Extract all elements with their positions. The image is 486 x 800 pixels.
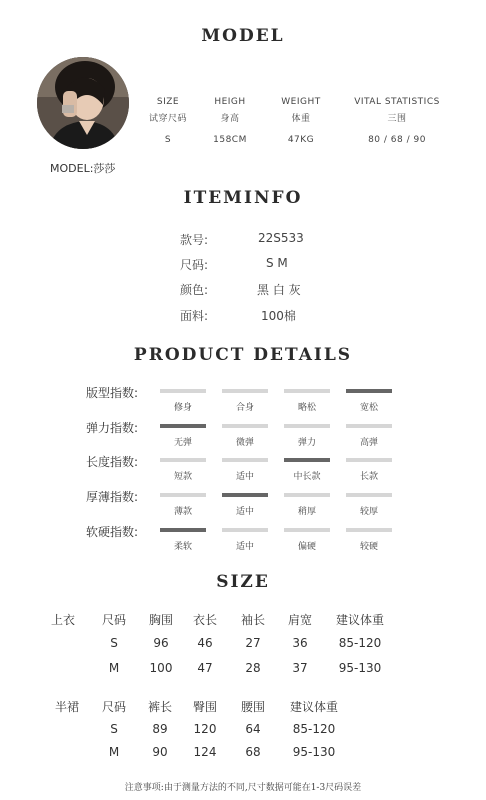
detail-label: 弹力指数: [86,421,139,435]
top-table-title: 上衣 [50,613,75,627]
top-table-header: 尺码 [101,613,126,627]
top-table-header: 袖长 [240,613,265,627]
top-table-cell: 46 [197,636,213,650]
detail-scale-label: 偏硬 [297,542,316,552]
model-heading: MODEL [201,26,285,46]
skirt-table-cell: 120 [193,722,217,736]
size-heading: SIZE [216,572,270,592]
top-table-header: 胸围 [148,613,173,627]
detail-scale-label: 无弹 [173,438,192,448]
detail-scale-label: 合身 [235,403,254,413]
skirt-table-cell: M [108,745,120,759]
skirt-table-cell: 85-120 [292,722,336,736]
stat-height-en: HEIGH [214,97,246,107]
skirt-table-cell: 90 [152,745,168,759]
detail-scale-bar [346,458,392,462]
detail-scale-bar [346,528,392,532]
stat-vital [342,94,452,149]
skirt-table-cell: 64 [245,722,261,736]
stat-weight-cn: 体重 [291,114,311,124]
top-table-cell: 37 [292,661,308,675]
detail-scale-bar [222,528,268,532]
stat-weight-value: 47KG [287,135,315,145]
stat-size-cn: 试穿尺码 [148,114,187,124]
skirt-table-header: 腰围 [240,700,265,714]
stat-weight [246,94,356,149]
detail-scale-label: 较硬 [359,542,378,552]
detail-scale-bar [346,424,392,428]
skirt-table-cell: 124 [193,745,217,759]
stat-size-value: S [164,135,172,145]
stat-size-en: SIZE [156,97,180,107]
detail-scale-label: 微弹 [235,438,254,448]
detail-scale-bar [160,458,206,462]
detail-scale-label: 柔软 [173,542,192,552]
top-table-cell: 100 [149,661,173,675]
product-details-heading: PRODUCT DETAILS [133,345,353,365]
item-style-label: 款号: [180,233,209,247]
detail-scale-bar [160,424,206,428]
detail-label: 软硬指数: [86,525,139,539]
detail-scale-label: 适中 [235,472,254,482]
stat-vital-cn: 三围 [387,114,407,124]
skirt-table-header: 建议体重 [289,700,338,714]
size-note: 注意事项:由于测量方法的不同,尺寸数据可能在1-3尺码误差 [124,783,362,793]
detail-label: 版型指数: [86,386,139,400]
top-table-cell: 95-130 [338,661,382,675]
item-fabric-value: 100棉 [261,309,296,323]
detail-scale-label: 适中 [235,507,254,517]
stat-weight-en: WEIGHT [281,97,321,107]
detail-scale-label: 弹力 [297,438,316,448]
skirt-table-cell: 89 [152,722,168,736]
detail-scale-bar [222,424,268,428]
detail-scale-label: 短款 [173,472,192,482]
skirt-table-header: 臀围 [192,700,217,714]
detail-scale-bar [346,389,392,393]
detail-scale-label: 略松 [297,403,316,413]
item-fabric-label: 面料: [180,309,209,323]
detail-scale-label: 修身 [173,403,192,413]
top-table-cell: 47 [197,661,213,675]
skirt-table-cell: 95-130 [292,745,336,759]
detail-scale-bar [284,493,330,497]
model-name-label: MODEL:莎莎 [50,162,116,175]
item-size-value: S M [266,256,288,270]
item-size-label: 尺码: [180,258,209,272]
top-table-cell: 27 [245,636,261,650]
detail-scale-label: 薄款 [173,507,192,517]
item-color-label: 颜色: [180,283,209,297]
detail-scale-label: 适中 [235,542,254,552]
stat-vital-value: 80 / 68 / 90 [368,135,426,145]
top-table-header: 建议体重 [335,613,384,627]
detail-scale-label: 长款 [359,472,378,482]
detail-scale-label: 高弹 [359,438,378,448]
item-style-value: 22S533 [258,231,304,245]
skirt-table-header: 尺码 [101,700,126,714]
detail-label: 厚薄指数: [86,490,139,504]
item-color-value: 黑 白 灰 [257,283,301,297]
top-table-cell: 96 [153,636,169,650]
skirt-table-cell: 68 [245,745,261,759]
stat-height-cn: 身高 [220,114,240,124]
skirt-table-title: 半裙 [54,700,79,714]
detail-scale-bar [222,493,268,497]
detail-scale-bar [284,389,330,393]
top-table-header: 衣长 [192,613,217,627]
detail-scale-bar [284,528,330,532]
detail-scale-bar [160,389,206,393]
detail-scale-label: 较厚 [359,507,378,517]
detail-scale-label: 稍厚 [297,507,316,517]
detail-scale-label: 中长款 [293,472,321,482]
top-table-cell: M [108,661,120,675]
top-table-cell: 85-120 [338,636,382,650]
skirt-table-header: 裤长 [147,700,172,714]
stat-vital-en: VITAL STATISTICS [354,97,440,107]
detail-scale-bar [222,389,268,393]
detail-scale-bar [160,528,206,532]
top-table-cell: 28 [245,661,261,675]
detail-scale-bar [160,493,206,497]
stat-height-value: 158CM [213,135,247,145]
top-table-header: 肩宽 [287,613,312,627]
detail-label: 长度指数: [86,455,139,469]
detail-scale-bar [284,424,330,428]
top-table-cell: 36 [292,636,308,650]
skirt-table-cell: S [110,722,118,736]
detail-scale-bar [346,493,392,497]
iteminfo-heading: ITEMINFO [183,188,303,208]
detail-scale-bar [284,458,330,462]
detail-scale-label: 宽松 [359,403,378,413]
detail-scale-bar [222,458,268,462]
top-table-cell: S [110,636,118,650]
